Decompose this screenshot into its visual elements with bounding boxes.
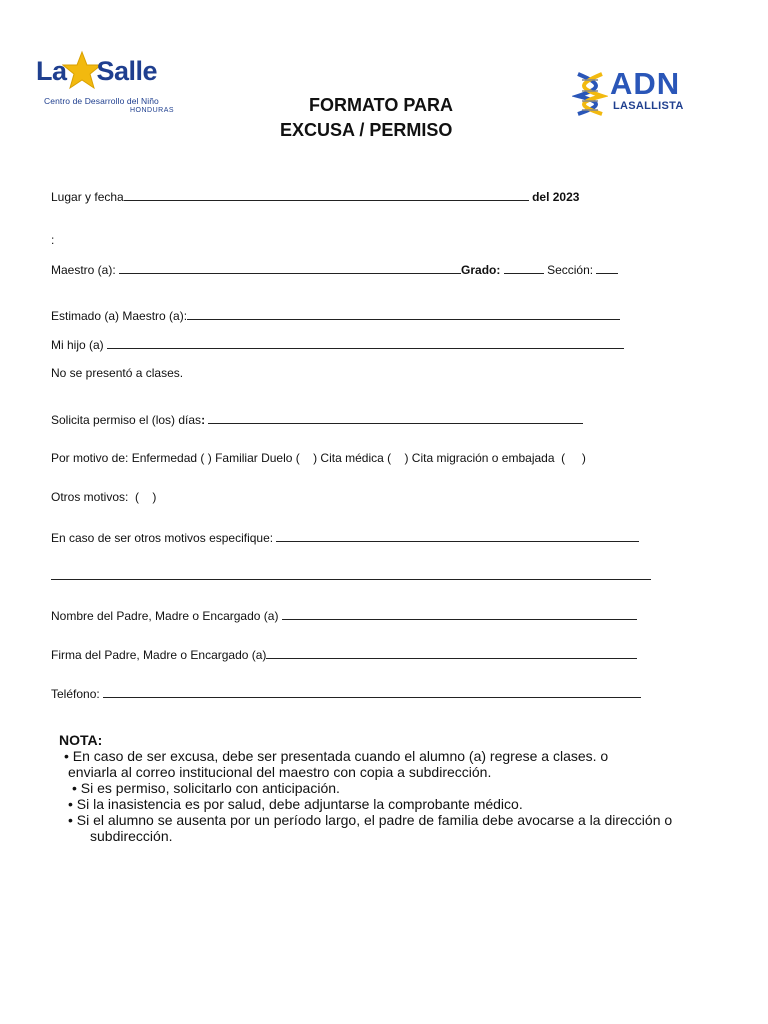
dna-helix-icon — [572, 72, 608, 116]
grado-label: Grado: — [461, 263, 501, 277]
firma-field[interactable] — [266, 646, 637, 659]
nota-title: NOTA: — [59, 732, 103, 748]
logo-adn-text: ADN — [610, 66, 681, 101]
especifique-field-2[interactable] — [51, 567, 651, 580]
la-salle-brand — [36, 56, 157, 87]
logo-salle-text: Salle — [96, 56, 158, 86]
grado-field[interactable] — [504, 261, 544, 274]
lugar-fecha-field[interactable] — [124, 188, 529, 201]
telefono-label: Teléfono: — [51, 687, 100, 701]
lugar-fecha-row — [51, 188, 579, 204]
firma-label: Firma del Padre, Madre o Encargado (a) — [51, 648, 267, 662]
hijo-label: Mi hijo (a) — [51, 338, 104, 352]
telefono-field[interactable] — [103, 685, 641, 698]
nombre-row — [51, 607, 637, 623]
especifique-row — [51, 529, 639, 545]
maestro-label: Maestro (a): — [51, 263, 116, 277]
nota-item: • Si la inasistencia es por salud, debe adjuntarse la comprobante médico. — [68, 796, 523, 812]
nombre-field[interactable] — [282, 607, 637, 620]
estimado-row — [51, 307, 620, 323]
la-salle-logo — [34, 50, 179, 120]
solicita-label: Solicita permiso el (los) días — [51, 413, 202, 427]
logo-la-text: La — [36, 56, 67, 86]
solicita-row — [51, 411, 583, 427]
hijo-row — [51, 336, 624, 352]
nota-item: • Si el alumno se ausenta por un período largo, el padre de familia debe avocarse a la dirección o — [68, 812, 673, 828]
logo-country: HONDURAS — [130, 107, 175, 114]
especifique-label: En caso de ser otros motivos especifique: — [51, 531, 274, 545]
lugar-fecha-label: Lugar y fecha — [51, 190, 124, 204]
estimado-field[interactable] — [187, 307, 620, 320]
seccion-label: Sección: — [547, 263, 594, 277]
motivo-row[interactable]: Por motivo de: Enfermedad ( ) Familiar Duelo ( ) Cita médica ( ) Cita migración o embajada ( ) — [51, 451, 586, 465]
nota-item: • En caso de ser excusa, debe ser presentada cuando el alumno (a) regrese a clases. o — [64, 748, 609, 764]
solicita-colon: : — [201, 413, 206, 427]
logo-subtitle: Centro de Desarrollo del Niño — [44, 96, 159, 106]
estimado-label: Estimado (a) Maestro (a): — [51, 309, 188, 323]
form-title-line1: FORMATO PARA — [309, 95, 453, 115]
hijo-field[interactable] — [107, 336, 624, 349]
telefono-row — [51, 685, 641, 701]
nombre-label: Nombre del Padre, Madre o Encargado (a) — [51, 609, 279, 623]
firma-row — [51, 646, 637, 662]
especifique-continuation-row — [51, 567, 651, 583]
seccion-field[interactable] — [596, 261, 618, 274]
nota-list — [60, 748, 700, 844]
maestro-row — [51, 261, 618, 277]
nota-item: subdirección. — [90, 828, 173, 844]
no-presento-text: No se presentó a clases. — [51, 366, 184, 380]
nota-item: enviarla al correo institucional del maestro con copia a subdirección. — [68, 764, 492, 780]
adn-lasallista-logo — [570, 66, 700, 120]
otros-motivos-row[interactable]: Otros motivos: ( ) — [51, 490, 157, 504]
especifique-field[interactable] — [276, 529, 639, 542]
form-title-line2: EXCUSA / PERMISO — [280, 120, 453, 140]
maestro-field[interactable] — [119, 261, 461, 274]
nota-item: • Si es permiso, solicitarlo con anticipación. — [72, 780, 340, 796]
solicita-dias-field[interactable] — [208, 411, 583, 424]
logo-lasallista-text: LASALLISTA — [613, 100, 684, 112]
colon-row: : — [51, 233, 55, 247]
year-label: del 2023 — [532, 190, 580, 204]
